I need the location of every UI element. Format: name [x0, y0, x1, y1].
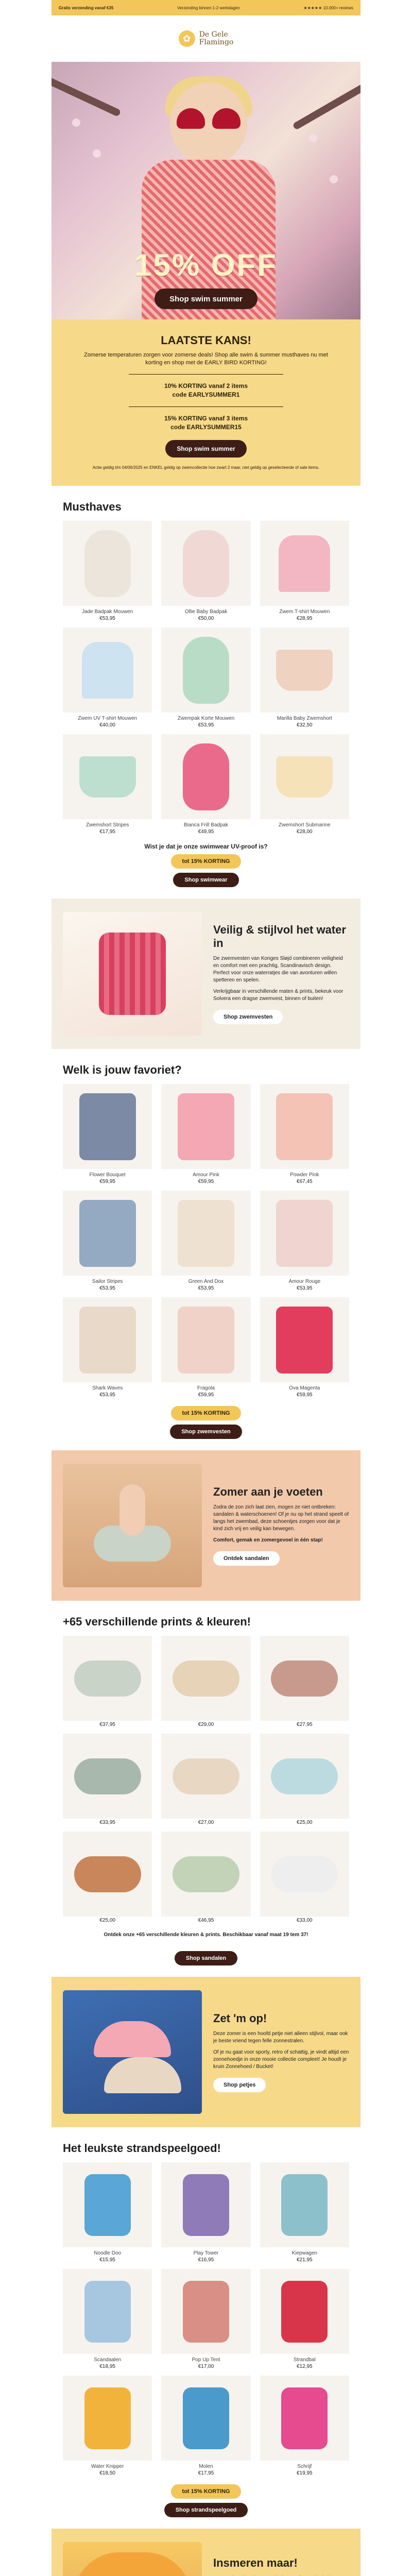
product-card[interactable]: [63, 2269, 152, 2369]
product-name[interactable]: Sailor Stripes: [92, 1279, 123, 1284]
feature-life-vests-button[interactable]: Shop zwemvesten: [213, 1010, 283, 1024]
product-shape: [178, 1307, 234, 1374]
feature-sunscreen: [52, 2529, 360, 2576]
toys-title: Het leukste strandspeelgoed!: [63, 2142, 221, 2155]
product-image[interactable]: [161, 2162, 250, 2247]
product-image[interactable]: [63, 2376, 152, 2461]
product-price: €53,95: [297, 1285, 313, 1291]
musthaves-cta: [52, 835, 360, 899]
promo-code-2-line1: 15% KORTING vanaf 3 items: [164, 415, 248, 422]
product-shape: [281, 2174, 328, 2236]
product-shape: [178, 1093, 234, 1160]
top-bar: [52, 0, 360, 15]
blossom-decoration: [93, 149, 101, 158]
feature-sandals: [52, 1450, 360, 1601]
product-image[interactable]: [63, 1297, 152, 1382]
promo-intro: Zomerse temperaturen zorgen voor zomerse deals! Shop alle swim & summer musthaves nu met korting en shop met de EARLY BIRD KORTING!: [84, 352, 328, 366]
product-shape: [178, 1200, 234, 1267]
product-shape: [173, 1856, 239, 1892]
product-card[interactable]: [161, 1191, 250, 1291]
product-card[interactable]: [161, 1734, 250, 1825]
product-price: €21,95: [297, 2257, 313, 2263]
product-name[interactable]: Jade Badpak Mouwen: [82, 609, 133, 615]
product-shape: [276, 1093, 333, 1160]
sandals-photo[interactable]: [63, 1464, 202, 1587]
product-name[interactable]: Zwempak Korte Mouwen: [177, 716, 235, 721]
product-card[interactable]: [161, 734, 250, 835]
product-card[interactable]: [260, 1832, 349, 1923]
email-container: [52, 0, 360, 2576]
product-card[interactable]: [161, 2376, 250, 2476]
feature-caps: [52, 1977, 360, 2127]
product-price: €33,00: [297, 1918, 313, 1923]
delivery-note: Verzending binnen 1-2 werkdagen: [177, 5, 240, 10]
blossom-decoration: [309, 134, 317, 142]
product-shape: [276, 650, 333, 691]
product-price: €59,95: [198, 1392, 214, 1398]
feature-sandals-text-1: Zodra de zon zich laat zien, mogen ze niet ontbreken: sandalen & waterschoenen! Of je nu op het strand speelt of langs het zwembad, deze schoentjes zorgen voor dat je kind zich vrij en veilig kan bewegen.: [213, 1504, 349, 1532]
favorite-grid: [52, 1084, 360, 1398]
product-price: €50,00: [198, 616, 214, 621]
product-price: €17,00: [198, 2364, 214, 2369]
feature-life-vests: [52, 899, 360, 1049]
header: [52, 15, 360, 62]
sandals-note: Ontdek onze +65 verschillende kleuren & prints. Beschikbaar vanaf maat 19 tem 37!: [104, 1932, 308, 1938]
feature-sunscreen-title: Insmeren maar!: [213, 2556, 298, 2569]
divider: [129, 406, 283, 407]
toys-grid: [52, 2162, 360, 2476]
divider: [129, 374, 283, 375]
favorite-title: Welk is jouw favoriet?: [63, 1063, 182, 1076]
product-shape: [276, 1200, 333, 1267]
blossom-decoration: [330, 175, 338, 183]
product-card[interactable]: [63, 1832, 152, 1923]
musthaves-discount-button[interactable]: tot 15% KORTING: [171, 854, 242, 869]
hero-banner[interactable]: [52, 62, 360, 319]
product-name[interactable]: Play Tower: [193, 2250, 219, 2256]
sunscreen-photo[interactable]: [63, 2542, 202, 2576]
feature-life-vests-title: Veilig & stijlvol het water in: [213, 923, 346, 950]
product-name[interactable]: Pop Up Tent: [192, 2357, 220, 2363]
product-image[interactable]: [161, 1636, 250, 1721]
product-name[interactable]: Strandbal: [293, 2357, 316, 2363]
product-card[interactable]: [63, 2162, 152, 2263]
product-price: €18,95: [99, 2364, 115, 2369]
product-shape: [281, 2387, 328, 2449]
product-card[interactable]: [63, 628, 152, 728]
product-card[interactable]: [161, 1832, 250, 1923]
product-image[interactable]: [161, 1084, 250, 1169]
product-shape: [84, 2174, 131, 2236]
product-price: €12,95: [297, 2364, 313, 2369]
product-image[interactable]: [161, 1734, 250, 1819]
product-image[interactable]: [161, 2269, 250, 2354]
shipping-note: Gratis verzending vanaf €35: [59, 5, 114, 10]
product-card[interactable]: [161, 521, 250, 621]
product-shape: [271, 1758, 338, 1794]
brand-name[interactable]: De Gele Flamingo: [199, 30, 234, 46]
product-image[interactable]: [63, 521, 152, 606]
product-name[interactable]: Kiepwagen: [291, 2250, 318, 2256]
branch-decoration: [292, 83, 360, 130]
product-image[interactable]: [260, 734, 349, 819]
product-image[interactable]: [260, 1734, 349, 1819]
product-image[interactable]: [260, 2376, 349, 2461]
product-shape: [79, 1200, 136, 1267]
product-card[interactable]: [260, 1084, 349, 1184]
product-card[interactable]: [63, 1636, 152, 1727]
product-card[interactable]: [260, 521, 349, 621]
product-name[interactable]: Green And Dox: [188, 1279, 224, 1284]
product-card[interactable]: [161, 628, 250, 728]
product-price: €25,00: [99, 1918, 115, 1923]
product-price: €33,95: [99, 1820, 115, 1825]
product-name[interactable]: Amour Rouge: [288, 1279, 321, 1284]
product-price: €59,95: [297, 1392, 313, 1398]
product-shape: [74, 1660, 141, 1697]
product-image[interactable]: [63, 1084, 152, 1169]
product-image[interactable]: [63, 1734, 152, 1819]
sandals-grid: [52, 1636, 360, 1923]
product-image[interactable]: [260, 1297, 349, 1382]
feature-caps-text-1: Deze zomer is een hoofd petje niet alleen stijlvol, maar ook je beste vriend tegen felle zonnestralen.: [213, 2031, 348, 2044]
product-price: €40,00: [99, 722, 115, 728]
promo-code-2-line2: code EARLYSUMMER15: [170, 423, 242, 431]
product-name[interactable]: Shark Waves: [92, 1385, 123, 1391]
product-price: €53,95: [99, 616, 115, 621]
product-card[interactable]: [63, 1191, 152, 1291]
product-shape: [79, 756, 136, 798]
promo-code-1-line1: 10% KORTING vanaf 2 items: [164, 382, 248, 389]
product-name[interactable]: Water Knipper: [91, 2464, 124, 2469]
product-name[interactable]: Scandaalen: [94, 2357, 122, 2363]
heart-sunglasses-icon: [177, 108, 241, 129]
product-image[interactable]: [161, 628, 250, 713]
product-card[interactable]: [63, 734, 152, 835]
shop-toys-button[interactable]: Shop strandspeelgoed: [164, 2503, 248, 2517]
product-card[interactable]: [63, 521, 152, 621]
product-name[interactable]: Noodle Doo: [94, 2250, 122, 2256]
product-name[interactable]: Fragola: [197, 1385, 215, 1391]
product-image[interactable]: [63, 1636, 152, 1721]
product-name[interactable]: Bianca Frill Badpak: [183, 822, 229, 828]
product-price: €59,95: [198, 1179, 214, 1184]
product-card[interactable]: [260, 2162, 349, 2263]
shop-sandals-button[interactable]: Shop sandalen: [175, 1951, 237, 1965]
sandals-title: +65 verschillende prints & kleuren!: [63, 1615, 251, 1628]
feature-sandals-text-2: Comfort, gemak en zomergevoel in één stap!: [213, 1537, 323, 1543]
product-price: €17,95: [198, 2470, 214, 2476]
product-image[interactable]: [161, 2376, 250, 2461]
caps-photo[interactable]: [63, 1990, 202, 2114]
feature-sandals-title: Zomer aan je voeten: [213, 1485, 323, 1498]
musthaves-grid: [52, 521, 360, 835]
product-price: €53,95: [198, 1285, 214, 1291]
promo-block: [52, 319, 360, 486]
sandals-cta: [52, 1939, 360, 1977]
product-image[interactable]: [63, 1191, 152, 1276]
product-name[interactable]: Zwemshort Submarine: [279, 822, 331, 828]
product-price: €27,00: [198, 1820, 214, 1825]
product-price: €49,95: [198, 829, 214, 835]
product-image[interactable]: [260, 1832, 349, 1917]
product-name[interactable]: Zwemshort Stripes: [85, 822, 129, 828]
feature-life-vests-text-2: Verkrijgbaar in verschillende maten & prints, bekeuk voor Solvera een dragse zwemvest, binnen of buiten!: [213, 989, 344, 1002]
product-image[interactable]: [260, 1084, 349, 1169]
product-name[interactable]: Marilla Baby Zwemshort: [277, 716, 332, 721]
product-price: €37,95: [99, 1722, 115, 1727]
product-image[interactable]: [260, 628, 349, 713]
product-card[interactable]: [63, 1734, 152, 1825]
product-name[interactable]: Ollie Baby Badpak: [184, 609, 228, 615]
product-shape: [183, 743, 229, 810]
product-price: €16,95: [198, 2257, 214, 2263]
product-card[interactable]: [260, 2376, 349, 2476]
product-price: €59,95: [99, 1179, 115, 1184]
product-shape: [276, 1307, 333, 1374]
toys-cta: [52, 2476, 360, 2529]
product-image[interactable]: [260, 521, 349, 606]
product-name[interactable]: Schrijf: [297, 2464, 312, 2469]
product-image[interactable]: [63, 1832, 152, 1917]
product-name[interactable]: Flower Bouquet: [89, 1172, 126, 1178]
feature-caps-text-2: Of je nu gaat voor sporty, retro of schattig, je vindt altijd een zonnehoedje in onze mooie collectie compleet! Je houdt je kruin Zonnehoed / Bucket!: [213, 2049, 349, 2070]
product-card[interactable]: [161, 2269, 250, 2369]
hero-shop-button[interactable]: Shop swim summer: [154, 289, 258, 309]
product-name[interactable]: Ova Magenta: [289, 1385, 320, 1391]
product-image[interactable]: [260, 2269, 349, 2354]
promo-code-1-line2: code EARLYSUMMER1: [172, 391, 240, 398]
product-price: €17,95: [99, 829, 115, 835]
product-image[interactable]: [260, 1191, 349, 1276]
favorite-discount-button[interactable]: tot 15% KORTING: [171, 1406, 242, 1420]
product-name[interactable]: Zwem UV T-shirt Mouwen: [78, 716, 138, 721]
product-card[interactable]: [63, 2376, 152, 2476]
product-card[interactable]: [260, 1191, 349, 1291]
product-price: €32,50: [297, 722, 313, 728]
product-card[interactable]: [260, 1297, 349, 1398]
product-shape: [279, 535, 330, 592]
uv-question: Wist je dat je onze swimwear UV-proof is?: [144, 843, 268, 850]
reviews-note: ★★★★★ 10.000+ reviews: [303, 5, 353, 10]
product-image[interactable]: [63, 2269, 152, 2354]
product-image[interactable]: [161, 1832, 250, 1917]
product-card[interactable]: [260, 1636, 349, 1727]
product-card[interactable]: [161, 1636, 250, 1727]
product-shape: [84, 2281, 131, 2343]
product-price: €19,95: [297, 2470, 313, 2476]
feature-sandals-button[interactable]: Ontdek sandalen: [213, 1551, 280, 1566]
product-price: €53,95: [198, 722, 214, 728]
product-shape: [281, 2281, 328, 2343]
shop-life-vests-button[interactable]: Shop zwemvesten: [170, 1425, 242, 1439]
product-name[interactable]: Zwem T-shirt Mouwen: [279, 609, 330, 615]
product-price: €28,00: [297, 829, 313, 835]
product-shape: [271, 1660, 338, 1697]
product-price: €53,95: [99, 1392, 115, 1398]
shop-swimwear-button[interactable]: Shop swimwear: [173, 873, 238, 887]
product-card[interactable]: [260, 2269, 349, 2369]
product-shape: [74, 1856, 141, 1892]
product-name[interactable]: Molen: [199, 2464, 213, 2469]
product-shape: [183, 2387, 229, 2449]
product-card[interactable]: [63, 1084, 152, 1184]
product-name[interactable]: Amour Pink: [193, 1172, 219, 1178]
musthaves-title: Musthaves: [63, 500, 122, 513]
product-image[interactable]: [161, 734, 250, 819]
product-price: €46,95: [198, 1918, 214, 1923]
product-name[interactable]: Powder Pink: [290, 1172, 319, 1178]
promo-title: LAATSTE KANS!: [161, 334, 251, 347]
product-price: €27,95: [297, 1722, 313, 1727]
product-shape: [183, 2281, 229, 2343]
product-shape: [183, 637, 229, 704]
product-price: €25,00: [297, 1820, 313, 1825]
product-shape: [74, 1758, 141, 1794]
product-image[interactable]: [161, 521, 250, 606]
product-price: €28,95: [297, 616, 313, 621]
hero-discount: 15% OFF: [134, 248, 278, 282]
product-card[interactable]: [260, 1734, 349, 1825]
promo-shop-button[interactable]: Shop swim summer: [165, 440, 246, 457]
product-card[interactable]: [161, 1297, 250, 1398]
product-shape: [79, 1093, 136, 1160]
product-card[interactable]: [260, 734, 349, 835]
rating-stars: ★★★★★: [303, 5, 322, 10]
product-price: €18,50: [99, 2470, 115, 2476]
product-price: €67,45: [297, 1179, 313, 1184]
product-shape: [84, 2387, 131, 2449]
product-image[interactable]: [260, 1636, 349, 1721]
product-image[interactable]: [63, 2162, 152, 2247]
product-shape: [183, 530, 229, 597]
product-price: €53,95: [99, 1285, 115, 1291]
product-card[interactable]: [260, 628, 349, 728]
product-card[interactable]: [161, 1084, 250, 1184]
product-image[interactable]: [161, 1191, 250, 1276]
flamingo-logo-icon[interactable]: ✿: [179, 30, 195, 47]
product-shape: [183, 2174, 229, 2236]
product-image[interactable]: [260, 2162, 349, 2247]
promo-fine-print: Actie geldig t/m 04/06/2025 en ENKEL geldig op zwemcollectie hoe zwart 2 maar, niet geldig op geselecteerde of sale items.: [92, 465, 320, 470]
product-image[interactable]: [63, 628, 152, 713]
product-image[interactable]: [63, 734, 152, 819]
feature-life-vests-text-1: De zwemvesten van Konges Sløjd combineren veiligheid en comfort met een prachtig, Scandinavisch design. Perfect voor onze waterratjes die van avonturen willen spetteren en spelen.: [213, 956, 343, 983]
branch-decoration: [52, 76, 121, 117]
product-shape: [84, 530, 131, 597]
product-shape: [82, 642, 133, 699]
product-price: €29,00: [198, 1722, 214, 1727]
product-shape: [79, 1307, 136, 1374]
product-card[interactable]: [161, 2162, 250, 2263]
product-shape: [173, 1660, 239, 1697]
toys-discount-button[interactable]: tot 15% KORTING: [171, 2484, 242, 2499]
product-card[interactable]: [63, 1297, 152, 1398]
blossom-decoration: [72, 118, 80, 127]
product-shape: [271, 1856, 338, 1892]
life-vest-photo[interactable]: [63, 912, 202, 1036]
product-shape: [276, 756, 333, 798]
product-price: €15,95: [99, 2257, 115, 2263]
product-shape: [173, 1758, 239, 1794]
product-image[interactable]: [161, 1297, 250, 1382]
feature-caps-title: Zet 'm op!: [213, 2012, 267, 2025]
feature-caps-button[interactable]: Shop petjes: [213, 2078, 266, 2092]
favorite-cta: [52, 1398, 360, 1450]
